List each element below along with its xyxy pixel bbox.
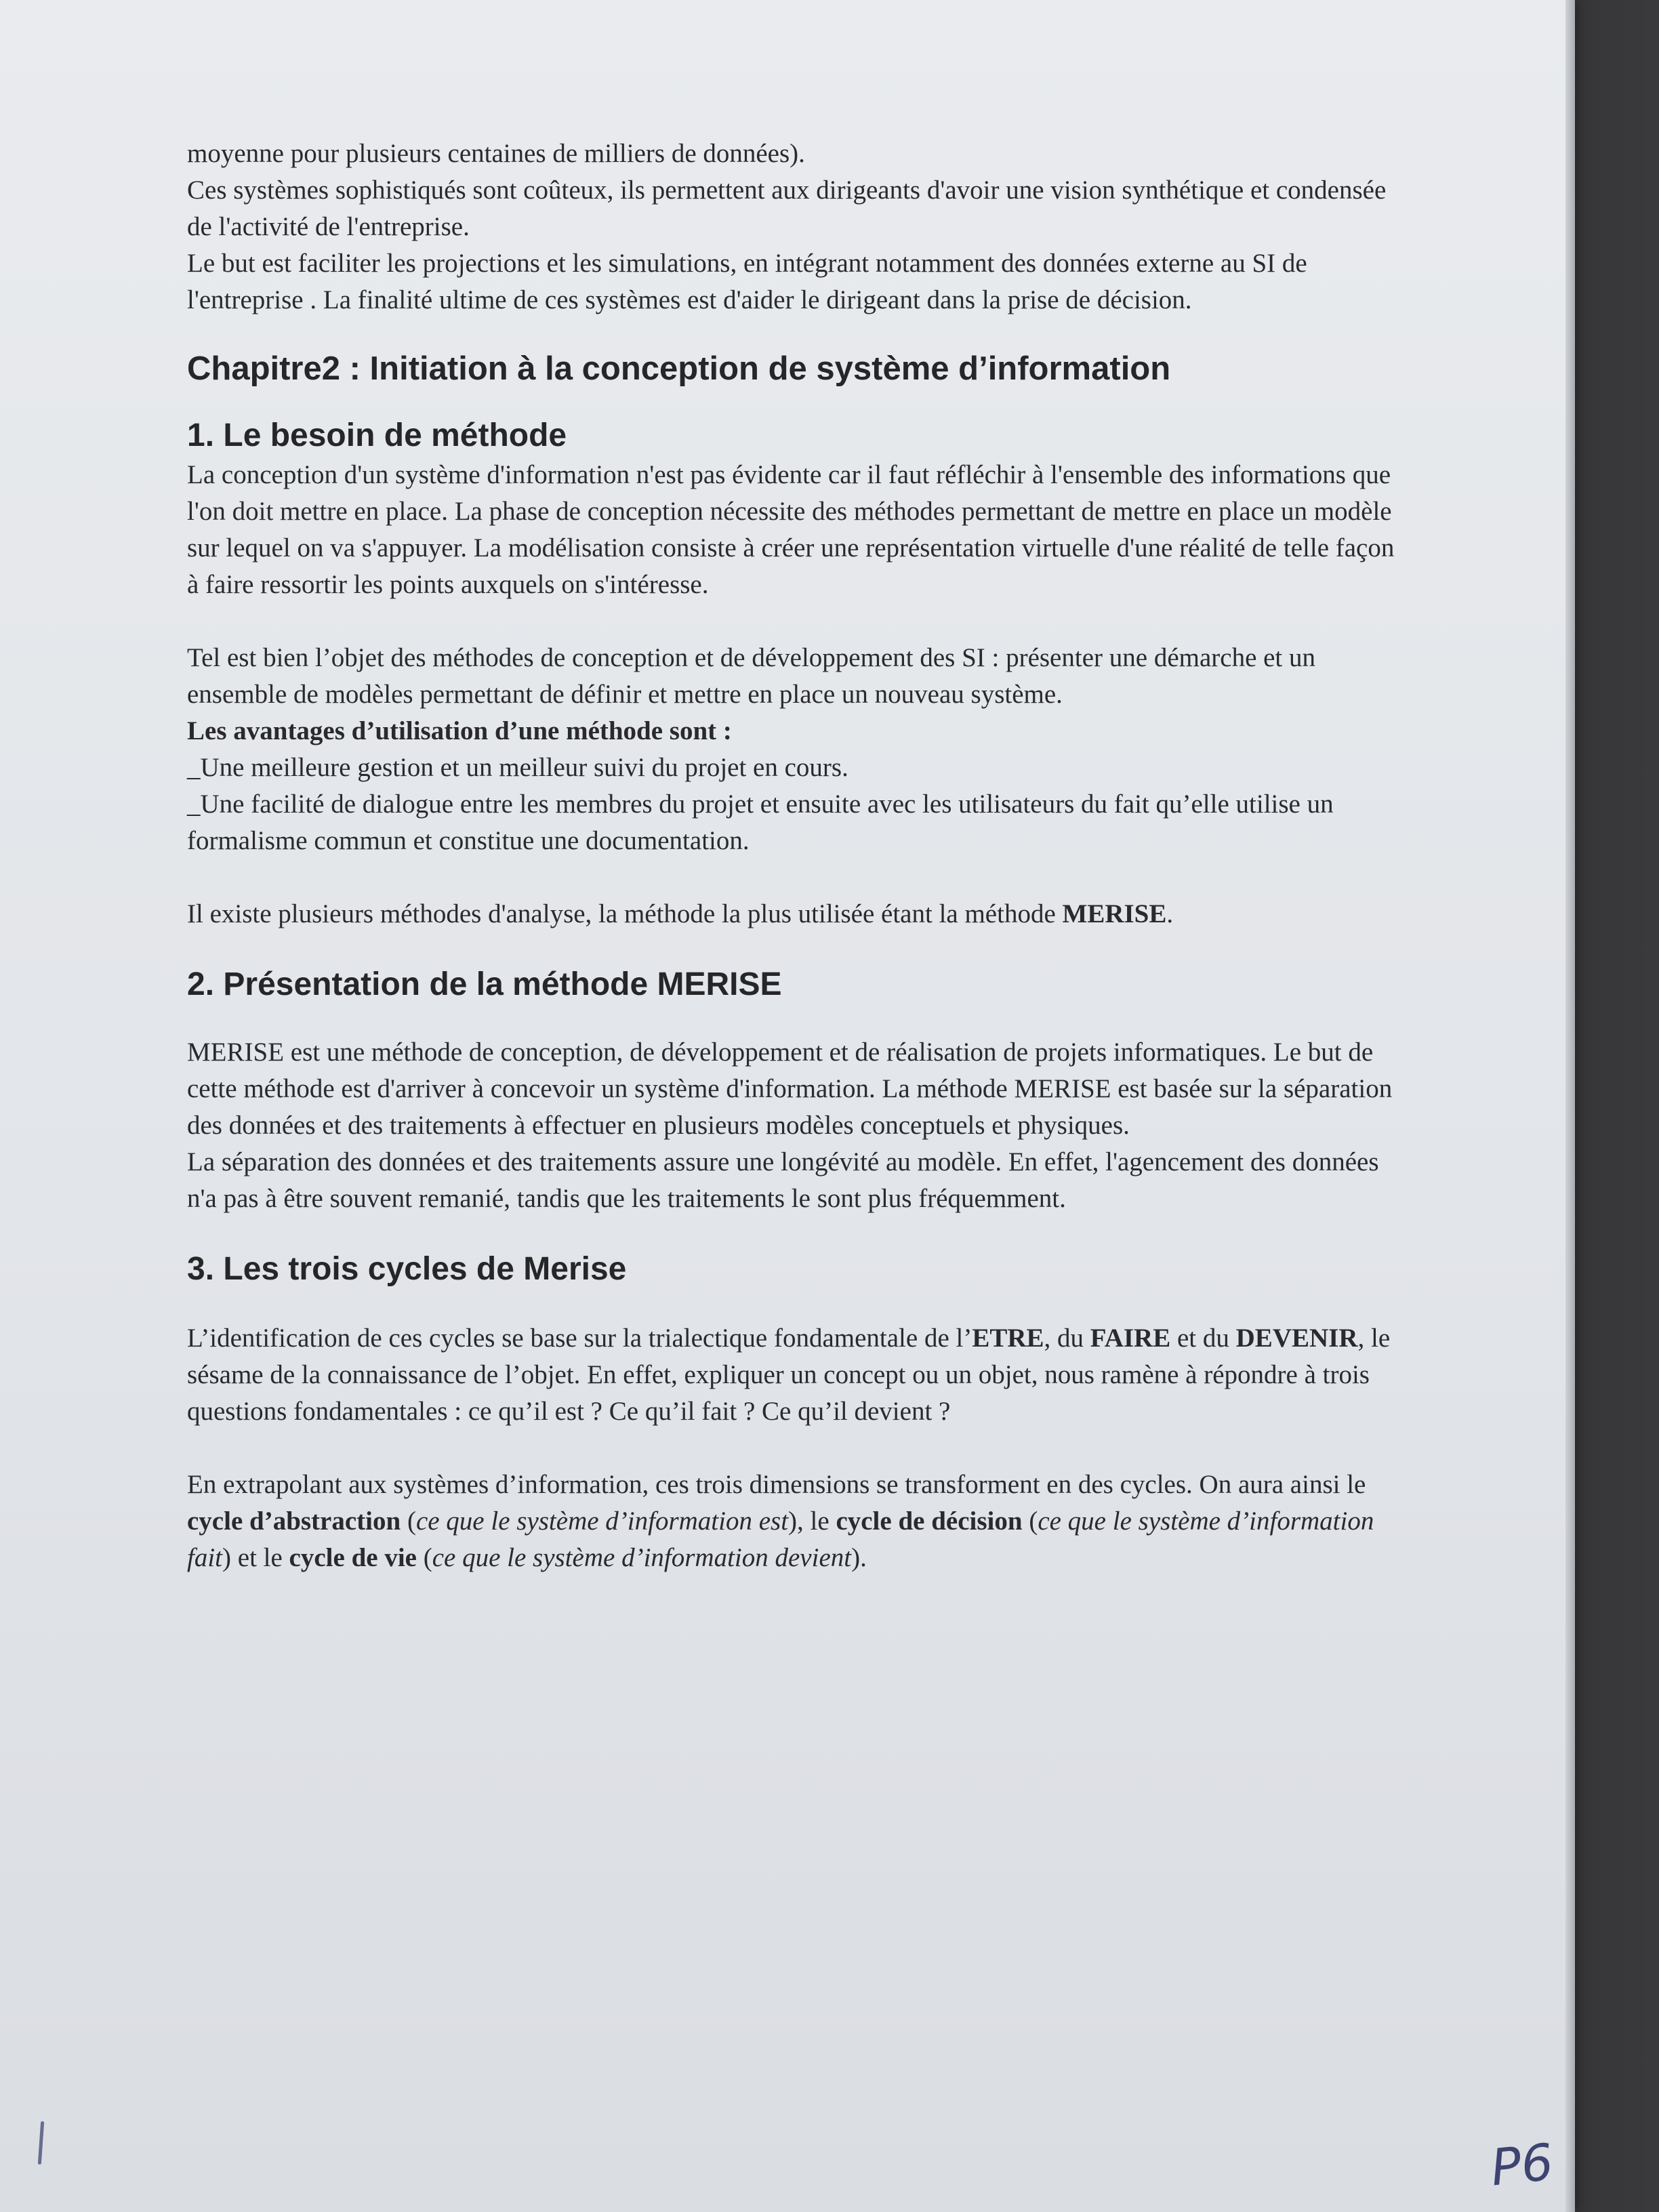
cycle-decision-bold: cycle de décision <box>836 1507 1023 1536</box>
s3p2-d: ( <box>1022 1507 1038 1536</box>
s3p2-b: ( <box>401 1507 416 1536</box>
pen-mark <box>38 2121 44 2165</box>
section-2-heading: 2. Présentation de la méthode MERISE <box>187 966 782 1002</box>
page-content <box>187 136 1407 1576</box>
intro-line-3: Le but est faciliter les projections et les simulations, en intégrant notamment des données externe au SI de l'entreprise . La finalité ultime de ces systèmes est d'aider le dirigeant dans la prise de décision. <box>187 249 1307 314</box>
s3p2-g: ). <box>851 1543 867 1572</box>
cycle-vie-bold: cycle de vie <box>289 1543 417 1572</box>
advantages-title-text: Les avantages d’utilisation d’une méthode sont : <box>187 716 732 745</box>
s3p1-b: , du <box>1044 1324 1090 1353</box>
devenir-bold: DEVENIR <box>1235 1324 1358 1353</box>
cycle-abstraction-italic: ce que le système d’information est <box>415 1507 789 1536</box>
etre-bold: ETRE <box>972 1324 1044 1353</box>
intro-line-2: Ces systèmes sophistiqués sont coûteux, ils permettent aux dirigeants d'avoir une vision synthétique et condensée de l'activité de l'entreprise. <box>187 176 1387 241</box>
s3p2-e: ) et le <box>222 1543 289 1572</box>
section-3-paragraph-1 <box>187 1320 1407 1430</box>
section-3-heading: 3. Les trois cycles de Merise <box>187 1251 627 1287</box>
s3p2-c: ), le <box>788 1507 836 1536</box>
chapter-title: Chapitre2 : Initiation à la conception de système d’information <box>187 350 1171 387</box>
cycle-decision-italic: ce que le système d’information fait <box>187 1507 1374 1572</box>
merise-bold: MERISE <box>1062 899 1167 928</box>
section-1-paragraph-3-end: . <box>1166 899 1174 928</box>
section-1-paragraph-3 <box>187 896 1407 933</box>
cycle-vie-italic: ce que le système d’information devient <box>432 1543 852 1572</box>
section-1-paragraph-1: La conception d'un système d'information n'est pas évidente car il faut réfléchir à l'ensemble des informations que l'on doit mettre en place. La phase de conception nécessite des méthodes permettant de mettre en place un modèle sur lequel on va s'appuyer. La modélisation consiste à créer une représentation virtuelle d'une réalité de telle façon à faire ressortir les points auxquels on s'intéresse. <box>187 460 1395 599</box>
advantage-item-2: _Une facilité de dialogue entre les membres du projet et ensuite avec les utilisateurs du fait qu’elle utilise un formalisme commun et constitue une documentation. <box>187 790 1334 855</box>
advantage-item-1: _Une meilleure gestion et un meilleur suivi du projet en cours. <box>187 753 848 782</box>
section-1-heading: 1. Le besoin de méthode <box>187 417 567 453</box>
section-2-paragraph-2: La séparation des données et des traitements assure une longévité au modèle. En effet, l'agencement des données n'a pas à être souvent remanié, tandis que les traitements le sont plus fréquemment. <box>187 1147 1379 1213</box>
s3p2-f: ( <box>416 1543 432 1572</box>
section-1-paragraph-3-text: Il existe plusieurs méthodes d'analyse, la méthode la plus utilisée étant la méthode <box>187 899 1056 928</box>
s3p1-d: , le sésame de la connaissance de l’objet. En effet, expliquer un concept ou un objet, nous ramène à répondre à trois questions fondamentales : ce qu’il est ? Ce qu’il fait ? Ce qu’il devient ? <box>187 1324 1391 1426</box>
section-1-paragraph-2: Tel est bien l’objet des méthodes de conception et de développement des SI : présenter une démarche et un ensemble de modèles permettant de définir et mettre en place un nouveau système. <box>187 643 1316 709</box>
s3p1-c: et du <box>1170 1324 1236 1353</box>
faire-bold: FAIRE <box>1090 1324 1171 1353</box>
handwritten-page-number: P6 <box>1488 2133 1556 2198</box>
section-2-paragraph-1: MERISE est une méthode de conception, de développement et de réalisation de projets informatiques. Le but de cette méthode est d'arriver à concevoir un système d'information. La méthode MERISE est basée sur la séparation des données et des traitements à effectuer en plusieurs modèles conceptuels et physiques. <box>187 1038 1393 1140</box>
intro-line-1: moyenne pour plusieurs centaines de milliers de données). <box>187 139 805 168</box>
advantages-title <box>187 713 1407 750</box>
s3p2-a: En extrapolant aux systèmes d’information, ces trois dimensions se transforment en des cycles. On aura ainsi le <box>187 1470 1366 1499</box>
page-edge <box>1565 0 1575 2212</box>
s3p1-a: L’identification de ces cycles se base sur la trialectique fondamentale de l’ <box>187 1324 972 1353</box>
cycle-abstraction-bold: cycle d’abstraction <box>187 1507 401 1536</box>
section-3-paragraph-2 <box>187 1467 1407 1576</box>
